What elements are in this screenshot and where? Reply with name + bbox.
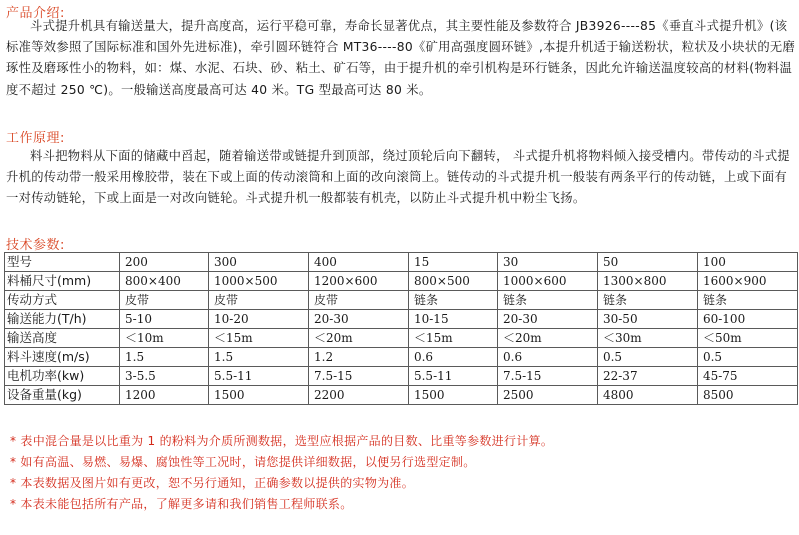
spec-table bbox=[4, 252, 798, 405]
table-cell: 2200 bbox=[309, 386, 409, 405]
note-item: * 本表未能包括所有产品，了解更多请和我们销售工程师联系。 bbox=[10, 497, 353, 511]
table-cell: 1.5 bbox=[120, 348, 209, 367]
table-cell: 5.5-11 bbox=[209, 367, 309, 386]
table-cell: 15 bbox=[408, 253, 497, 272]
table-cell: 200 bbox=[120, 253, 209, 272]
table-row bbox=[5, 253, 798, 272]
intro-paragraph bbox=[6, 16, 796, 101]
table-row bbox=[5, 386, 798, 405]
row-label: 设备重量(kg) bbox=[5, 386, 120, 405]
row-label: 电机功率(kw) bbox=[5, 367, 120, 386]
table-cell: 链条 bbox=[597, 291, 697, 310]
table-row bbox=[5, 367, 798, 386]
note-item: * 表中混合量是以比重为 1 的粉料为介质所测数据，选型应根据产品的目数、比重等参数进行计算。 bbox=[10, 434, 554, 448]
table-cell: 1500 bbox=[408, 386, 497, 405]
table-cell: 3-5.5 bbox=[120, 367, 209, 386]
table-cell: 45-75 bbox=[697, 367, 797, 386]
table-cell: ＜15m bbox=[209, 329, 309, 348]
table-cell: 5.5-11 bbox=[408, 367, 497, 386]
row-label: 输送能力(T/h) bbox=[5, 310, 120, 329]
table-cell: 10-15 bbox=[408, 310, 497, 329]
intro-text: 斗式提升机具有输送量大，提升高度高，运行平稳可靠，寿命长显著优点，其主要性能及参数符合 JB3926----85《垂直斗式提升机》(该标准等效参照了国际标准和国外先进标准)，牵引圆环链符合 MT36----80《矿用高强度圆环链》,本提升机适于输送粉状，粒状及小块状的无磨琢性及磨琢性小的物料，如：煤、水泥、石块、砂、粘土、矿石等，由于提升机的牵引机构是环行链条，因此允许输送温度较高的材料(物料温度不超过 250 ℃)。一般输送高度最高可达 40 米。TG 型最高可达 80 米。 bbox=[6, 19, 796, 97]
table-cell: 0.6 bbox=[408, 348, 497, 367]
table-row bbox=[5, 291, 798, 310]
table-cell: 皮带 bbox=[120, 291, 209, 310]
table-cell: 800×400 bbox=[120, 272, 209, 291]
table-cell: 1200×600 bbox=[309, 272, 409, 291]
row-label: 型号 bbox=[5, 253, 120, 272]
table-row bbox=[5, 329, 798, 348]
row-label: 传动方式 bbox=[5, 291, 120, 310]
principle-heading: 工作原理: bbox=[6, 131, 65, 146]
table-cell: 30-50 bbox=[597, 310, 697, 329]
notes-list bbox=[10, 431, 795, 515]
table-cell: ＜20m bbox=[309, 329, 409, 348]
note-item: * 本表数据及图片如有更改，恕不另行通知，正确参数以提供的实物为准。 bbox=[10, 476, 415, 490]
row-label: 输送高度 bbox=[5, 329, 120, 348]
table-cell: 1500 bbox=[209, 386, 309, 405]
table-cell: 1200 bbox=[120, 386, 209, 405]
table-cell: 链条 bbox=[498, 291, 598, 310]
table-cell: 7.5-15 bbox=[309, 367, 409, 386]
table-cell: 1600×900 bbox=[697, 272, 797, 291]
table-cell: 0.6 bbox=[498, 348, 598, 367]
table-cell: 10-20 bbox=[209, 310, 309, 329]
table-cell: ＜15m bbox=[408, 329, 497, 348]
table-cell: 1.2 bbox=[309, 348, 409, 367]
table-cell: 7.5-15 bbox=[498, 367, 598, 386]
table-cell: 0.5 bbox=[697, 348, 797, 367]
row-label: 料桶尺寸(mm) bbox=[5, 272, 120, 291]
table-cell: ＜20m bbox=[498, 329, 598, 348]
table-cell: 0.5 bbox=[597, 348, 697, 367]
table-cell: 1000×500 bbox=[209, 272, 309, 291]
table-cell: 22-37 bbox=[597, 367, 697, 386]
table-row bbox=[5, 272, 798, 291]
table-cell: 30 bbox=[498, 253, 598, 272]
table-cell: 5-10 bbox=[120, 310, 209, 329]
table-cell: 1300×800 bbox=[597, 272, 697, 291]
table-cell: 8500 bbox=[697, 386, 797, 405]
table-cell: 皮带 bbox=[309, 291, 409, 310]
table-cell: 800×500 bbox=[408, 272, 497, 291]
table-cell: 2500 bbox=[498, 386, 598, 405]
table-cell: ＜50m bbox=[697, 329, 797, 348]
table-cell: 60-100 bbox=[697, 310, 797, 329]
note-item: * 如有高温、易燃、易爆、腐蚀性等工况时，请您提供详细数据，以便另行选型定制。 bbox=[10, 455, 476, 469]
table-cell: 1000×600 bbox=[498, 272, 598, 291]
table-cell: 300 bbox=[209, 253, 309, 272]
table-cell: ＜30m bbox=[597, 329, 697, 348]
table-cell: ＜10m bbox=[120, 329, 209, 348]
intro-heading: 产品介绍: bbox=[6, 6, 65, 21]
row-label: 料斗速度(m/s) bbox=[5, 348, 120, 367]
table-row bbox=[5, 348, 798, 367]
table-cell: 链条 bbox=[697, 291, 797, 310]
table-cell: 皮带 bbox=[209, 291, 309, 310]
table-row bbox=[5, 310, 798, 329]
table-cell: 400 bbox=[309, 253, 409, 272]
specs-heading: 技术参数: bbox=[6, 238, 65, 253]
table-cell: 1.5 bbox=[209, 348, 309, 367]
table-cell: 4800 bbox=[597, 386, 697, 405]
table-cell: 100 bbox=[697, 253, 797, 272]
principle-text: 料斗把物料从下面的储藏中舀起，随着输送带或链提升到顶部，绕过顶轮后向下翻转， 斗式提升机将物料倾入接受槽内。带传动的斗式提升机的传动带一般采用橡胶带，装在下或上面的传动滚筒和上面的改向滚筒上。链传动的斗式提升机一般装有两条平行的传动链，上或下面有一对传动链轮，下或上面是一对改向链轮。斗式提升机一般都装有机壳，以防止斗式提升机中粉尘飞扬。 bbox=[6, 149, 791, 206]
table-cell: 链条 bbox=[408, 291, 497, 310]
table-cell: 20-30 bbox=[498, 310, 598, 329]
principle-paragraph bbox=[6, 146, 796, 210]
table-cell: 50 bbox=[597, 253, 697, 272]
table-cell: 20-30 bbox=[309, 310, 409, 329]
